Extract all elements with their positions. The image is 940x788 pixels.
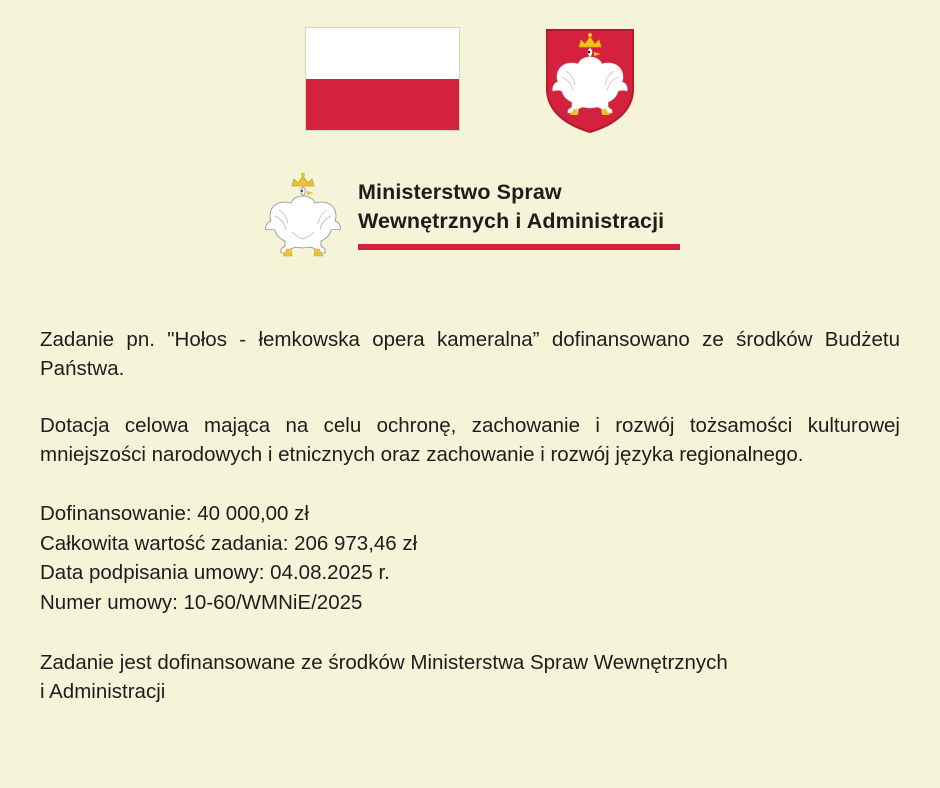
footer-line-1: Zadanie jest dofinansowane ze środków Ministerstwa Spraw Wewnętrznych — [40, 650, 728, 674]
polish-coat-of-arms-icon — [544, 27, 636, 135]
funding-facts-list — [40, 499, 900, 617]
fact-total-value: Całkowita wartość zadania: 206 973,46 zł — [40, 531, 418, 555]
spacer-3 — [40, 618, 900, 648]
fact-contract-number: Numer umowy: 10-60/WMNiE/2025 — [40, 590, 363, 614]
fact-contract-date: Data podpisania umowy: 04.08.2025 r. — [40, 561, 390, 585]
ministry-eagle-icon — [262, 170, 344, 262]
flag-stripe-white — [306, 28, 459, 79]
paragraph-grant-purpose: Dotacja celowa mająca na celu ochronę, zachowanie i rozwój tożsamości kulturowej mniejszości narodowych i etnicznych oraz zachowanie i rozwój języka regionalnego. — [40, 414, 900, 467]
ministry-logo — [262, 168, 692, 268]
ministry-name-line-1: Ministerstwo Spraw — [358, 180, 562, 204]
polish-flag-icon — [305, 27, 460, 131]
emblem-row — [0, 27, 940, 137]
footer-line-2: i Administracji — [40, 679, 166, 703]
fact-funding-amount: Dofinansowanie: 40 000,00 zł — [40, 502, 309, 526]
spacer-2 — [40, 469, 900, 499]
ministry-name-line-2: Wewnętrznych i Administracji — [358, 208, 665, 233]
ministry-logo-text — [358, 168, 680, 250]
ministry-logo-rule — [358, 244, 680, 250]
paragraph-task-funding: Zadanie pn. "Hołos - łemkowska opera kameralna” dofinansowano ze środków Budżetu Państwa. — [40, 328, 900, 381]
spacer-1 — [40, 383, 900, 411]
document-content — [40, 325, 900, 706]
flag-stripe-red — [306, 79, 459, 130]
